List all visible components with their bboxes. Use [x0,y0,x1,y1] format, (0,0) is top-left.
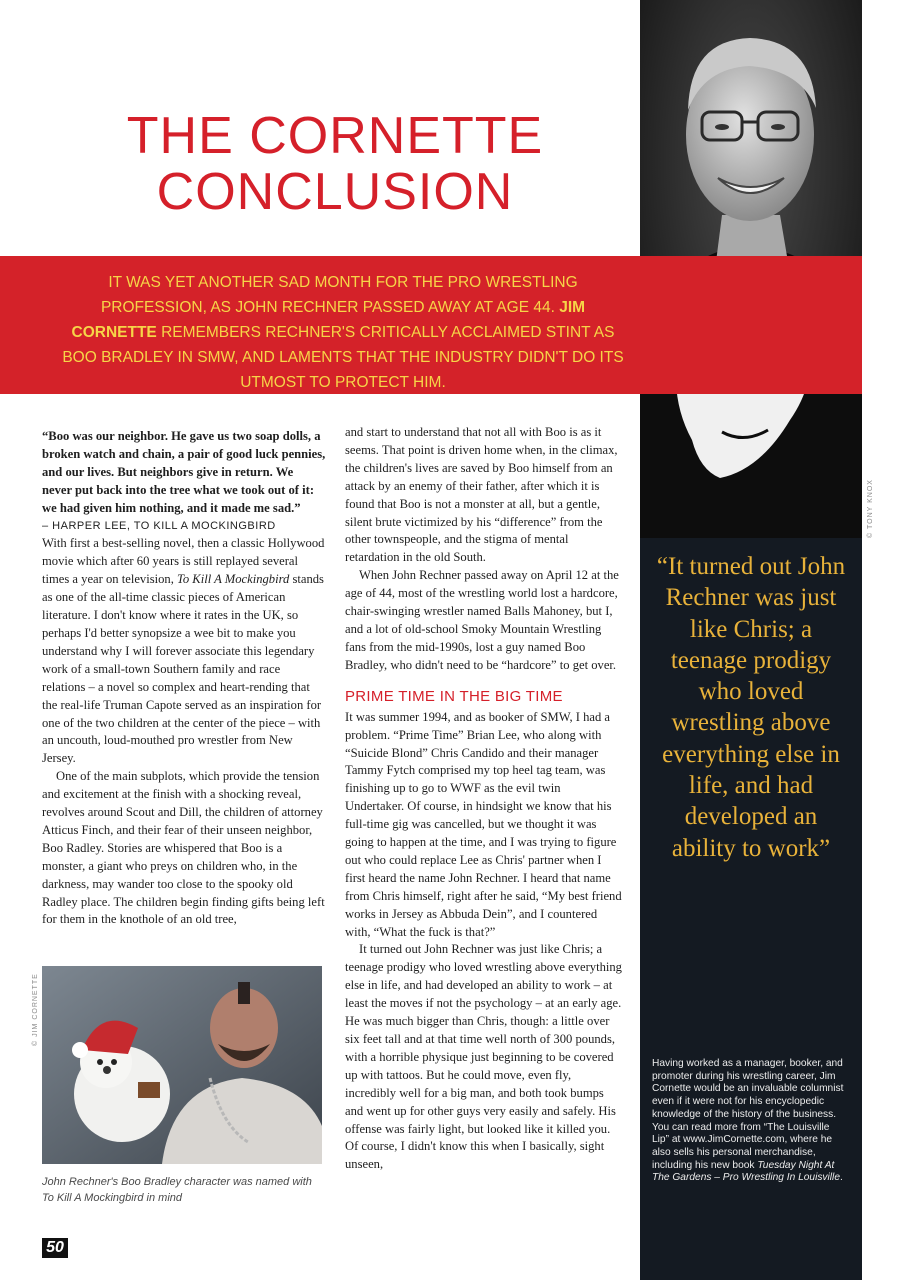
body-paragraph: It was summer 1994, and as booker of SMW, I had a problem. “Prime Time” Brian Lee, who along with “Suicide Blond” Chris Candido and their manager Tammy Fytch comprised my top heel tag team, was finishing up to go to WWF as the evil twin Undertaker. Of course, in hindsight we know that his full-time gig was cancelled, but we thought it was going to happen at the time, and I was trying to figure out who could replace Lee as Chris' partner when I first heard the name John Rechner. I heard that name from Chris himself, right after he said, “My best friend works in Jersey as Abbuda Dein”, and I countered with, “What the fuck is that?” [345,709,622,939]
body-paragraph [42,535,326,768]
bio-end: . [840,1172,843,1184]
paragraph-text: With first a best-selling novel, then a classic Hollywood movie which after 60 years is still replayed several times a year on television, [42,536,325,587]
pull-quote: “It turned out John Rechner was just like Chris; a teenage prodigy who loved wrestling above everything else in life, and had developed an ability to work” [656,553,846,862]
standfirst [58,270,628,395]
standfirst-summary: REMEMBERS RECHNER'S CRITICALLY ACCLAIMED STINT AS BOO BRADLEY IN SMW, AND LAMENTS THAT THE INDUSTRY DIDN'T DO ITS UTMOST TO PROTECT HIM. [62,324,624,391]
body-paragraph: One of the main subplots, which provide the tension and excitement at the finish with a shocking reveal, revolves around Scout and Dill, the children of attorney Atticus Finch, and their fear of their unseen neighbor, Boo Radley. Stories are whispered that Boo is a monster, a giant who preys on children who, in the darkness, may wander too close to the spooky old Radley place. The children begin finding gifts being left for them in the knothole of an old tree, [42,769,325,927]
bio-book-title: Tuesday Night At The Gardens – Pro Wrestling In Louisville [652,1159,840,1184]
headline-line-1: THE CORNETTE [126,107,544,165]
boo-bradley-illustration [42,966,322,1164]
body-paragraph: When John Rechner passed away on April 12 at the age of 44, most of the wrestling world lost a hardcore, chair-swinging wrestler named Balls Mahoney, but I, and a lot of old-school Smoky Mountain Wrestling fans from the mid-1990s, lost a guy named Boo Bradley, who didn't need to be “hardcore” to get over. [345,568,619,672]
body-column-2 [345,424,622,1174]
photo-caption: John Rechner's Boo Bradley character was named with To Kill A Mockingbird in mind [42,1176,312,1204]
inset-photo-credit: © JIM CORNETTE [32,973,39,1046]
epigraph-attribution: – HARPER LEE, TO KILL A MOCKINGBIRD [42,519,276,532]
bio-text: Having worked as a manager, booker, and promoter during his wrestling career, Jim Cornette would be an invaluable columnist even if it were not for his encyclopedic knowledge of the history of the business. You can read more from “The Louisville Lip” at www.JimCornette.com, where he also sells his personal merchandise, including his new book [652,1058,844,1171]
headline-line-2: CONCLUSION [156,163,514,221]
body-paragraph: It turned out John Rechner was just like Chris; a teenage prodigy who loved wrestling above everything else in life, and had developed an ability to work – at least the moves if not the psychology – at an early age. He was much bigger than Chris, though: a little over six feet tall and at that time well north of 300 pounds, with a horrible physique just beginning to be covered up with tattoos. But he could move, even fly, incredibly well for a big man, and both took bumps and went up for other guys very easily and safely. His offense was fairly light, but looked like it killed you. Of course, I didn't know this when I basically, sight unseen, [345,942,622,1172]
author-bio [652,1058,848,1185]
standfirst-intro: IT WAS YET ANOTHER SAD MONTH FOR THE PRO WRESTLING PROFESSION, AS JOHN RECHNER PASSED AWAY AT AGE 44. [100,274,578,316]
section-subhead: PRIME TIME IN THE BIG TIME [345,687,563,705]
book-title: To Kill A Mockingbird [177,572,290,587]
boo-bradley-photo [42,966,322,1164]
standfirst-author: JIM CORNETTE [71,299,586,341]
epigraph-quote: “Boo was our neighbor. He gave us two soap dolls, a broken watch and chain, a pair of good luck pennies, and our lives. But neighbors give in return. We never put back into the tree what we took out of it: we had given him nothing, and it made me sad.” [42,429,326,515]
body-paragraph: and start to understand that not all with Boo is as it seems. That point is driven home when, in the climax, the children's lives are saved by Boo himself from an attack by an enemy of their father, after which it is found that Boo is not a monster at all, but a gentle, silent brute victimized by his “difference” from the other townspeople, and the stigma of mental retardation in the old South. [345,425,618,565]
page-number: 50 [42,1238,68,1258]
portrait-photo-credit: © TONY KNOX [867,479,874,538]
body-column-1 [42,428,326,929]
paragraph-text: stands as one of the all-time classic pieces of American literature. I don't know where it rates in the UK, so perhaps I'd better synopsize a wee bit to make you understand why I will forever associate this legendary work of a small-town Southern family and race relations – a novel so complex and heart-rending that the real-life Truman Capote served as an inspiration for one of the two children at the center of the piece – with an uncouth, loud-mouthed pro wrestler from New Jersey. [42,572,324,766]
article-headline [40,108,630,220]
